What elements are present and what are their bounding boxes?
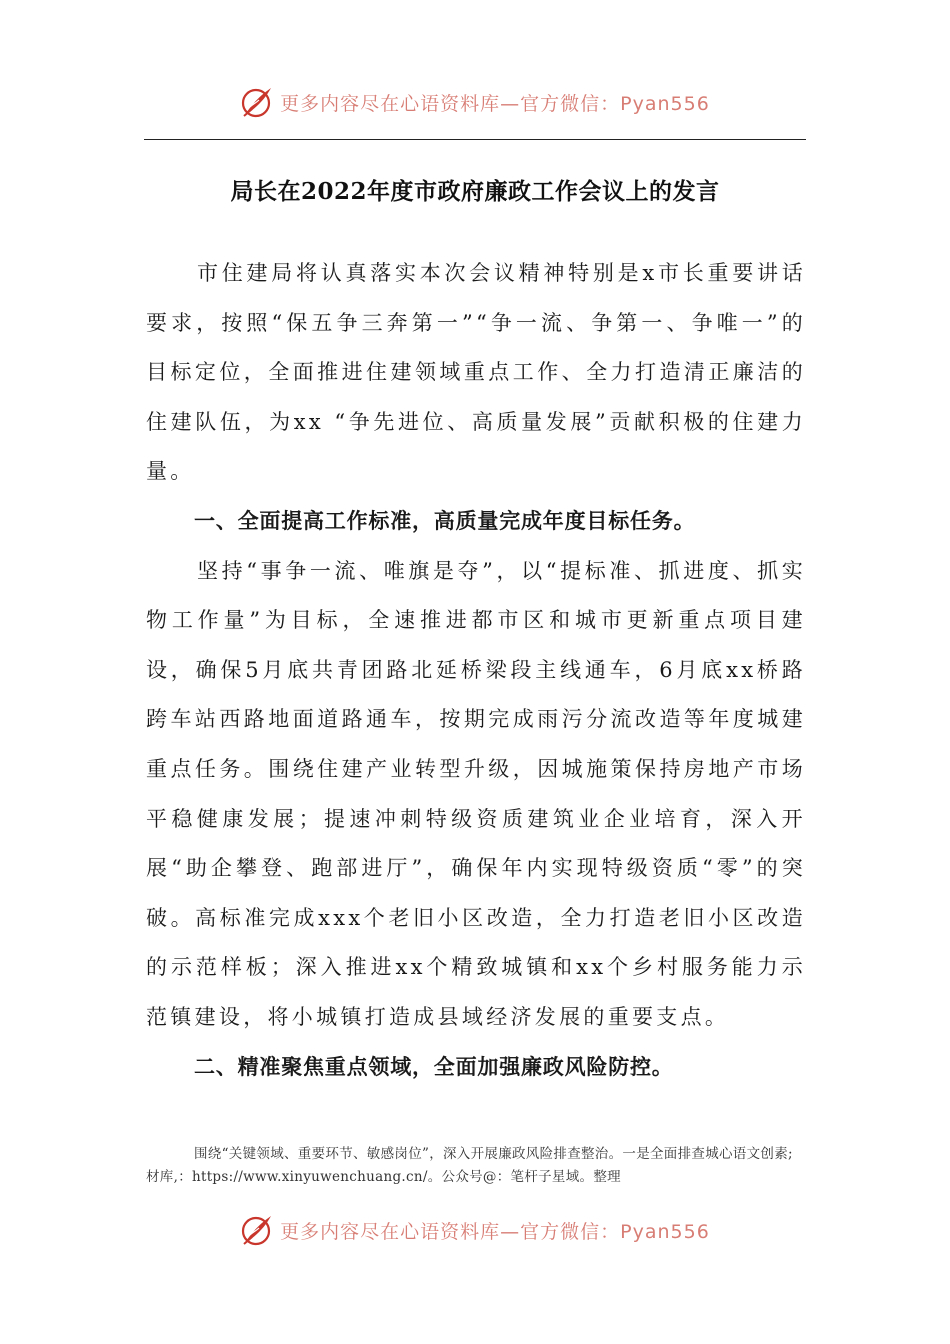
section-heading-2: 二、精准聚焦重点领域，全面加强廉政风险防控。	[194, 1054, 674, 1079]
watermark-text: 更多内容尽在心语资料库—官方微信：Pyan556	[280, 92, 710, 115]
footer-note: 围绕“关键领域、重要环节、敏感岗位”，深入开展廉政风险排查整治。一是全面排查城心语文创素;材库,：https://www.xinyuwenchuang.cn/。公众号@：笔杆子星域。整理	[146, 1146, 793, 1185]
header-divider	[144, 139, 806, 140]
watermark-text: 更多内容尽在心语资料库—官方微信：Pyan556	[280, 1220, 710, 1243]
watermark-header	[0, 82, 950, 122]
section-paragraph-1: 坚持“事争一流、唯旗是夺”，以“提标准、抓进度、抓实物工作量”为目标，全速推进都市区和城市更新重点项目建设，确保5月底共青团路北延桥梁段主线通车，6月底xx桥路跨车站西路地面道路通车，按期完成雨污分流改造等年度城建重点任务。围绕住建产业转型升级，因城施策保持房地产市场平稳健康发展；提速冲刺特级资质建筑业企业培育，深入开展“助企攀登、跑部进厅”，确保年内实现特级资质“零”的突破。高标准完成xxx个老旧小区改造，全力打造老旧小区改造的示范样板；深入推进xx个精致城镇和xx个乡村服务能力示范镇建设，将小城镇打造成县域经济发展的重要支点。	[146, 558, 806, 1029]
intro-paragraph: 市住建局将认真落实本次会议精神特别是x市长重要讲话要求，按照“保五争三奔第一”“争一流、争第一、争唯一”的目标定位，全面推进住建领域重点工作、全力打造清正廉洁的住建队伍，为xx “争先进位、高质量发展”贡献积极的住建力量。	[146, 261, 806, 484]
watermark-footer	[0, 1210, 950, 1250]
document-body	[146, 249, 806, 1092]
section-heading-1: 一、全面提高工作标准，高质量完成年度目标任务。	[194, 508, 696, 533]
document-title: 局长在2022年度市政府廉政工作会议上的发言	[230, 178, 720, 205]
quill-logo-icon	[240, 1213, 274, 1247]
quill-logo-icon	[240, 85, 274, 119]
